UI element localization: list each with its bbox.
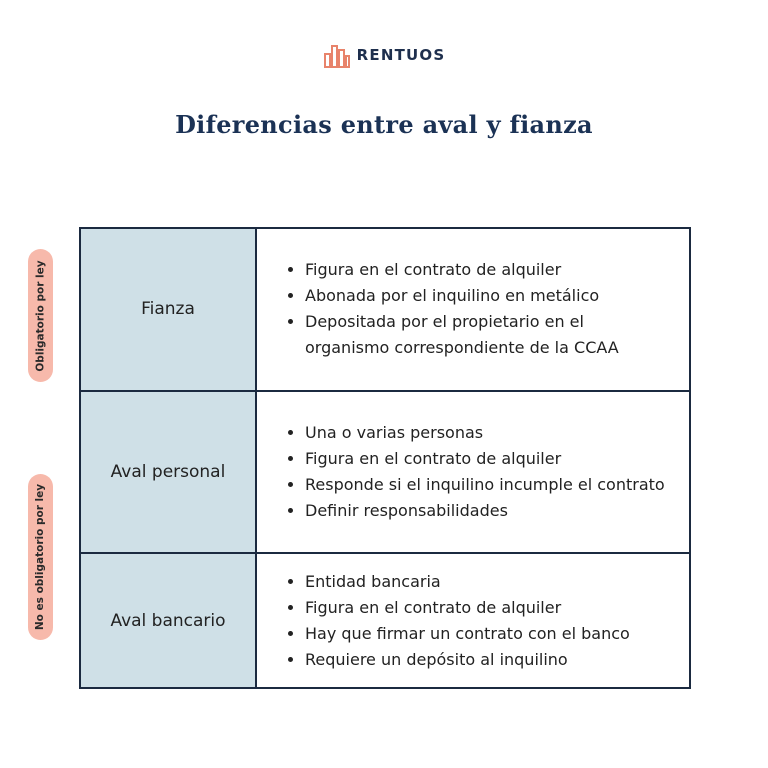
list-item: • Depositada por el propietario en el organismo correspondiente de la CCAA: [305, 309, 673, 361]
bullet-list: [285, 569, 673, 673]
list-item: • Requiere un depósito al inquilino: [305, 647, 673, 673]
comparison-table: [79, 227, 691, 689]
list-item: • Figura en el contrato de alquiler: [305, 595, 673, 621]
list-item: • Abonada por el inquilino en metálico: [305, 283, 673, 309]
bullet-list: [285, 420, 673, 524]
brand-name: RENTUOS: [356, 46, 446, 64]
side-label-text: Obligatorio por ley: [34, 259, 47, 372]
row-label: Fianza: [80, 228, 256, 391]
brand-header: [0, 42, 768, 68]
table-row: [80, 228, 690, 391]
row-items: [256, 228, 690, 391]
table-row: [80, 553, 690, 688]
table-row: [80, 391, 690, 554]
list-item: • Figura en el contrato de alquiler: [305, 257, 673, 283]
list-item: • Entidad bancaria: [305, 569, 673, 595]
list-item: • Figura en el contrato de alquiler: [305, 446, 673, 472]
list-item: • Definir responsabilidades: [305, 498, 673, 524]
building-bars-icon: [323, 42, 351, 68]
row-items: [256, 553, 690, 688]
row-items: [256, 391, 690, 554]
side-label-mandatory: [28, 249, 53, 382]
side-label-text: No es obligatorio por ley: [34, 483, 47, 631]
page-title: Diferencias entre aval y fianza: [175, 110, 593, 139]
side-label-not-mandatory: [28, 474, 53, 640]
list-item: • Responde si el inquilino incumple el contrato: [305, 472, 673, 498]
list-item: • Una o varias personas: [305, 420, 673, 446]
list-item: • Hay que firmar un contrato con el banco: [305, 621, 673, 647]
row-label: Aval personal: [80, 391, 256, 554]
row-label: Aval bancario: [80, 553, 256, 688]
bullet-list: [285, 257, 673, 361]
